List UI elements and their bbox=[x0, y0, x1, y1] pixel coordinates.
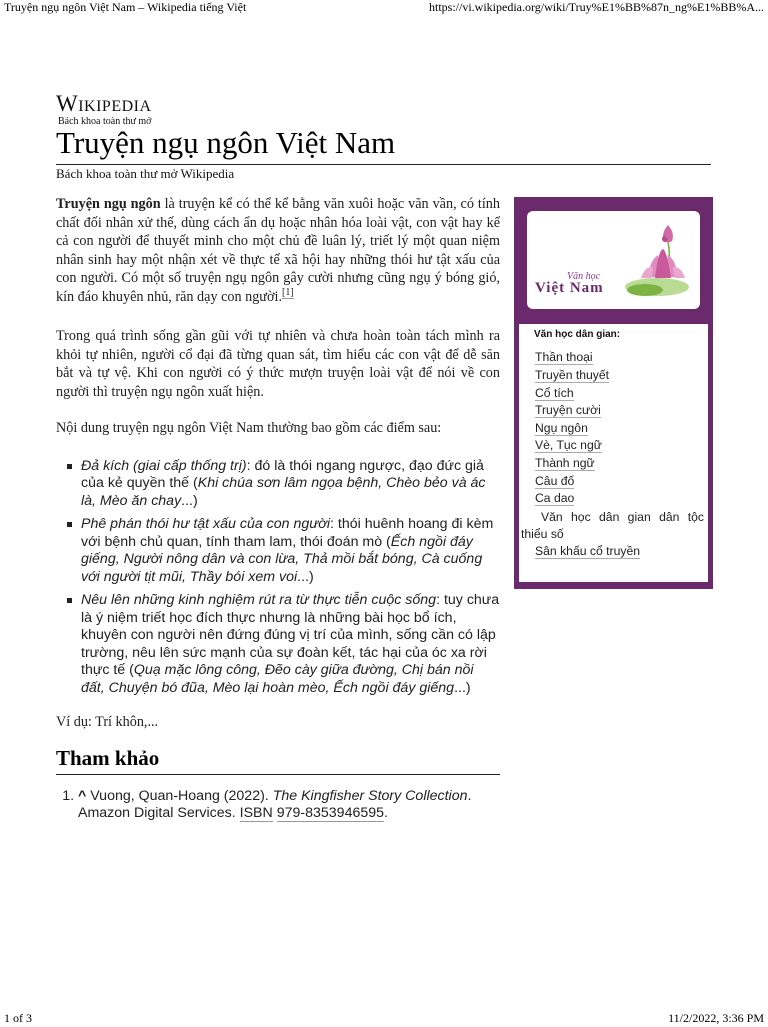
point-examples: Khi chúa sơn lâm ngọa bệnh, Chèo bẻo và ác là, Mèo ăn chay bbox=[81, 475, 486, 509]
logo-tagline: Bách khoa toàn thư mở bbox=[58, 116, 152, 127]
point-lead: Phê phán thói hư tật xấu của con người bbox=[81, 516, 330, 532]
ref-end: . bbox=[384, 805, 388, 821]
navbox-list bbox=[519, 324, 708, 582]
print-datetime: 11/2/2022, 3:36 PM bbox=[668, 1011, 764, 1025]
wikipedia-logo[interactable] bbox=[56, 92, 152, 127]
ref-publisher: . Amazon Digital Services. bbox=[78, 787, 472, 821]
nav-item-san-khau-co-truyen[interactable]: Sân khấu cổ truyền bbox=[535, 544, 641, 558]
list-item bbox=[81, 458, 500, 511]
example-line: Ví dụ: Trí khôn,... bbox=[56, 714, 159, 730]
point-tail: ...) bbox=[454, 679, 471, 696]
point-tail: ...) bbox=[181, 492, 198, 509]
nav-item-ca-dao[interactable]: Ca dao bbox=[535, 491, 575, 505]
nav-item-truyen-cuoi[interactable]: Truyện cười bbox=[535, 403, 601, 417]
content-paragraph: Nội dung truyện ngụ ngôn Việt Nam thường bao gồm các điểm sau: bbox=[56, 420, 442, 436]
point-lead: Đả kích (giai cấp thống trị) bbox=[81, 457, 247, 474]
print-page-title: Truyện ngụ ngôn Việt Nam – Wikipedia tiếng Việt bbox=[4, 0, 247, 14]
list-item bbox=[81, 592, 500, 697]
point-lead: Nêu lên những kinh nghiệm rút ra từ thực tiễn cuộc sống bbox=[81, 592, 437, 608]
intro-paragraph bbox=[56, 195, 500, 306]
point-text: : thói huênh hoang đi kèm với bệnh chủ quan, tính tham lam, thói đoán mò ( bbox=[81, 516, 494, 550]
citation-link[interactable]: [1] bbox=[282, 286, 294, 298]
origin-paragraph: Trong quá trình sống gần gũi với tự nhiên và chưa hoàn toàn tách mình ra khỏi tự nhiên, người cổ đại đã từng quan sát, tìm hiểu các con vật để dễ săn bắt và tự vệ. Khi con người có ý thức mượn truyện loài vật để nói về con người thì truyện ngụ ngôn xuất hiện. bbox=[56, 328, 500, 400]
nav-item-dan-toc-thieu-so[interactable]: Văn học dân gian dân tộc thiểu số bbox=[521, 510, 704, 541]
site-subtitle: Bách khoa toàn thư mở Wikipedia bbox=[56, 166, 235, 181]
bullet-icon bbox=[67, 522, 72, 527]
point-text: : tuy chưa là ý niệm triết học đích thực nhưng là những bài học bổ ích, khuyên con người nên đứng đúng vị trí của mình, sống cần có lập trường, nêu lên sức mạnh của sự đoàn kết, tác hại của óc xa rời thực tế ( bbox=[81, 592, 500, 678]
isbn-number-link[interactable]: 979-8353946595 bbox=[276, 805, 385, 821]
point-tail: ...) bbox=[297, 568, 314, 585]
print-header bbox=[0, 0, 768, 16]
lotus-illustration bbox=[527, 211, 700, 309]
bullet-icon bbox=[67, 598, 72, 603]
point-examples: Ếch ngồi đáy giếng, Người nông dân và con lừa, Thả mồi bắt bóng, Cà cuống với người tịt mũi, Thầy bói xem voi bbox=[81, 533, 483, 585]
nav-item-truyen-thuyet[interactable]: Truyền thuyết bbox=[535, 368, 610, 382]
article-body bbox=[56, 195, 500, 823]
navbox-heading: Văn học dân gian: bbox=[534, 329, 621, 340]
literature-navbox bbox=[514, 197, 713, 589]
nav-item-ve-tuc-ngu[interactable]: Vè, Tục ngữ bbox=[535, 438, 602, 452]
list-item bbox=[81, 516, 500, 586]
banner-line2: Việt Nam bbox=[535, 280, 604, 296]
logo-wordmark: Wikipedia bbox=[56, 91, 152, 116]
reference-item bbox=[78, 788, 500, 823]
nav-item-thanh-ngu[interactable]: Thành ngữ bbox=[535, 456, 595, 470]
ref-title: The Kingfisher Story Collection bbox=[272, 787, 468, 804]
intro-text: là truyện kể có thể kể bằng văn xuôi hoặc văn vần, có tính chất đối nhân xử thế, dùng cách ẩn dụ hoặc nhân hóa loài vật, con vật hay kể cả con người để thuyết minh cho một chủ đề luân lý, triết lý một quan niệm nhân sinh hay một nhận xét về thực tế xã hội hay những thói hư tật xấu của con người. Có một số truyện ngụ ngôn gây cười nhưng cũng ngụ ý bóng gió, kín đáo khuyên nhủ, răn dạy con người. bbox=[56, 196, 500, 305]
isbn-link[interactable]: ISBN bbox=[239, 805, 273, 821]
point-text: : đó là thói ngang ngược, đạo đức giả của kẻ quyền thế ( bbox=[81, 457, 484, 491]
intro-term: Truyện ngụ ngôn bbox=[56, 196, 161, 212]
print-footer bbox=[0, 1011, 768, 1027]
nav-item-co-tich[interactable]: Cổ tích bbox=[535, 386, 574, 400]
nav-item-cau-do[interactable]: Câu đố bbox=[535, 474, 575, 488]
references-heading: Tham khảo bbox=[56, 744, 500, 775]
bullet-icon bbox=[67, 464, 72, 469]
banner-line1: Văn học bbox=[567, 271, 601, 282]
page-title: Truyện ngụ ngôn Việt Nam bbox=[56, 124, 711, 165]
reference-list bbox=[56, 788, 500, 823]
print-page-count: 1 of 3 bbox=[4, 1011, 32, 1025]
navbox-banner bbox=[527, 211, 700, 309]
ref-authors: Vuong, Quan-Hoang (2022). bbox=[86, 787, 273, 804]
print-url: https://vi.wikipedia.org/wiki/Truy%E1%BB%87n_ng%E1%BB%A... bbox=[429, 0, 764, 14]
backlink-caret[interactable]: ^ bbox=[78, 787, 87, 804]
nav-item-than-thoai[interactable]: Thần thoại bbox=[535, 350, 593, 364]
content-points-list bbox=[56, 458, 500, 698]
nav-item-ngu-ngon[interactable]: Ngụ ngôn bbox=[535, 421, 588, 435]
point-examples: Quạ mặc lông công, Đẽo cày giữa đường, Chị bán nồi đất, Chuyện bó đũa, Mèo lại hoàn mèo, Ếch ngồi đáy giếng bbox=[81, 662, 474, 696]
